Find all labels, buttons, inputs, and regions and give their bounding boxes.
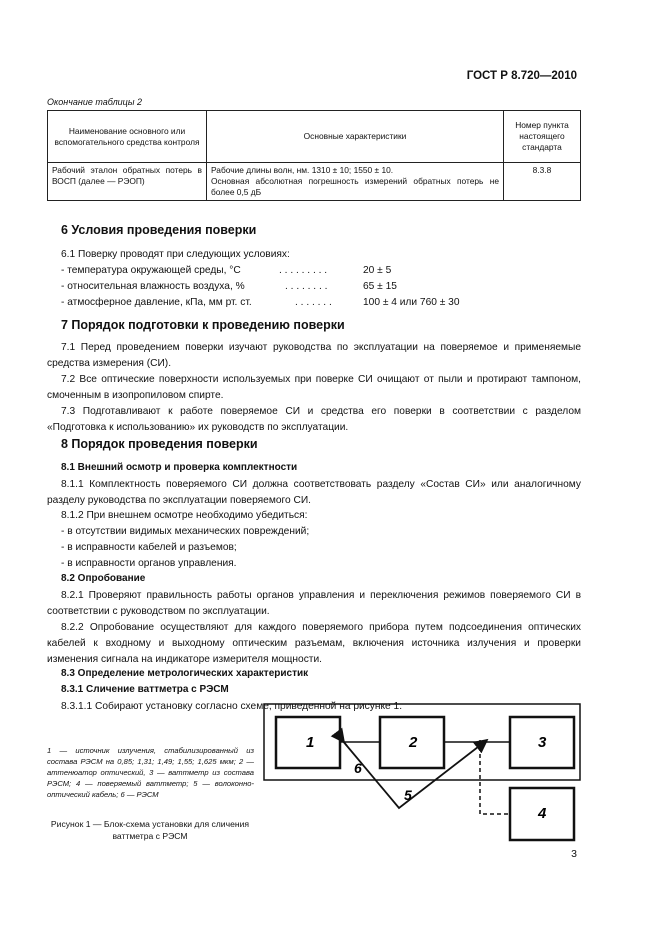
table-header-cell: Наименование основного или вспомогательного средства контроля (48, 111, 207, 163)
block-label: 2 (409, 734, 418, 751)
condition-label: - относительная влажность воздуха, % (61, 281, 245, 292)
block-label: 1 (306, 734, 315, 751)
table-2 (47, 110, 581, 201)
paragraph: 8.2.1 Проверяют правильность работы органов управления и переключения режимов поверяемого СИ в соответствии с руководством по эксплуатации. (47, 590, 581, 617)
block-diagram (262, 702, 582, 847)
condition-value: 65 ± 15 (363, 281, 397, 292)
list-item: - в отсутствии видимых механических повреждений; (61, 526, 310, 537)
paragraph: 8.1.1 Комплектность поверяемого СИ должна соответствовать разделу «Состав СИ» или аналогичному разделу руководства по эксплуатации поверяемого СИ. (47, 479, 581, 506)
block-label: 3 (538, 734, 547, 751)
dashed-connection (480, 740, 510, 814)
condition-value: 20 ± 5 (363, 265, 392, 276)
leader-dots: . . . . . . . . (285, 281, 328, 292)
resm-label: 6 (354, 760, 362, 776)
table-cell-line: Рабочие длины волн, нм. 1310 ± 10; 1550 ± 10. (211, 165, 394, 175)
subsection-title: 8.1 Внешний осмотр и проверка комплектности (61, 462, 298, 473)
table-cell (207, 163, 504, 201)
paragraph: 7.3 Подготавливают к работе поверяемое СИ и средства его поверки в соответствии с разделом «Подготовка к использованию» их руководств по эксплуатации. (47, 406, 581, 433)
table-cell-line: Основная абсолютная погрешность измерений обратных потерь не более 0,5 дБ (211, 176, 499, 197)
section-7-title: 7 Порядок подготовки к проведению поверки (61, 318, 345, 332)
list-item: - в исправности кабелей и разъемов; (61, 542, 237, 553)
subsection-title: 8.3.1 Сличение ваттметра с РЭСМ (61, 684, 229, 695)
subsection-title: 8.3 Определение метрологических характеристик (61, 668, 309, 679)
figure-caption: Рисунок 1 — Блок-схема установки для сличения ваттметра с РЭСМ (50, 819, 250, 841)
table-header-cell: Номер пункта настоящего стандарта (504, 111, 581, 163)
leader-dots: . . . . . . . (295, 297, 332, 308)
table-cell: Рабочий эталон обратных потерь в ВОСП (далее — РЭОП) (48, 163, 207, 201)
section-6-title: 6 Условия проведения поверки (61, 223, 257, 237)
table-header-cell: Основные характеристики (207, 111, 504, 163)
table-caption: Окончание таблицы 2 (47, 97, 142, 107)
condition-value: 100 ± 4 или 760 ± 30 (363, 297, 460, 308)
condition-label: - температура окружающей среды, °С (61, 265, 241, 276)
table-cell: 8.3.8 (504, 163, 581, 201)
block-label: 4 (538, 805, 547, 822)
list-item: - в исправности органов управления. (61, 558, 237, 569)
table-header-row (48, 111, 581, 163)
paragraph: 8.3.1.1 Собирают установку согласно схеме, приведенной на рисунке 1. (61, 701, 403, 712)
document-id: ГОСТ Р 8.720—2010 (466, 70, 577, 82)
paragraph: 7.1 Перед проведением поверки изучают руководства по эксплуатации на поверяемое и применяемые средства измерения (СИ). (47, 342, 581, 369)
section-8-title: 8 Порядок проведения поверки (61, 437, 258, 451)
paragraph: 6.1 Поверку проводят при следующих условиях: (61, 249, 290, 260)
page-number: 3 (571, 848, 577, 860)
paragraph: 7.2 Все оптические поверхности используемых при поверке СИ очищают от пыли и протирают тампоном, смоченным в изопропиловом спирте. (47, 374, 581, 401)
subsection-title: 8.2 Опробование (61, 573, 146, 584)
cable-label: 5 (404, 787, 412, 803)
paragraph: 8.1.2 При внешнем осмотре необходимо убедиться: (61, 510, 308, 521)
table-row (48, 163, 581, 201)
condition-label: - атмосферное давление, кПа, мм рт. ст. (61, 297, 252, 308)
leader-dots: . . . . . . . . . (279, 265, 328, 276)
paragraph: 8.2.2 Опробование осуществляют для каждого поверяемого прибора путем подсоединения оптических кабелей к входному и выходному оптическим разъемам, включения источника излучения и проверки изменения сигнала на индикаторе измерителя мощности. (47, 622, 581, 665)
figure-legend: 1 — источник излучения, стабилизированный из состава РЭСМ на 0,85; 1,31; 1,49; 1,55; 1,625 мкм; 2 — аттенюатор оптический, 3 — ваттметр из состава РЭСМ; 4 — поверяемый ваттметр; 5 — волоконно-оптический кабель; 6 — РЭСМ (47, 746, 254, 799)
